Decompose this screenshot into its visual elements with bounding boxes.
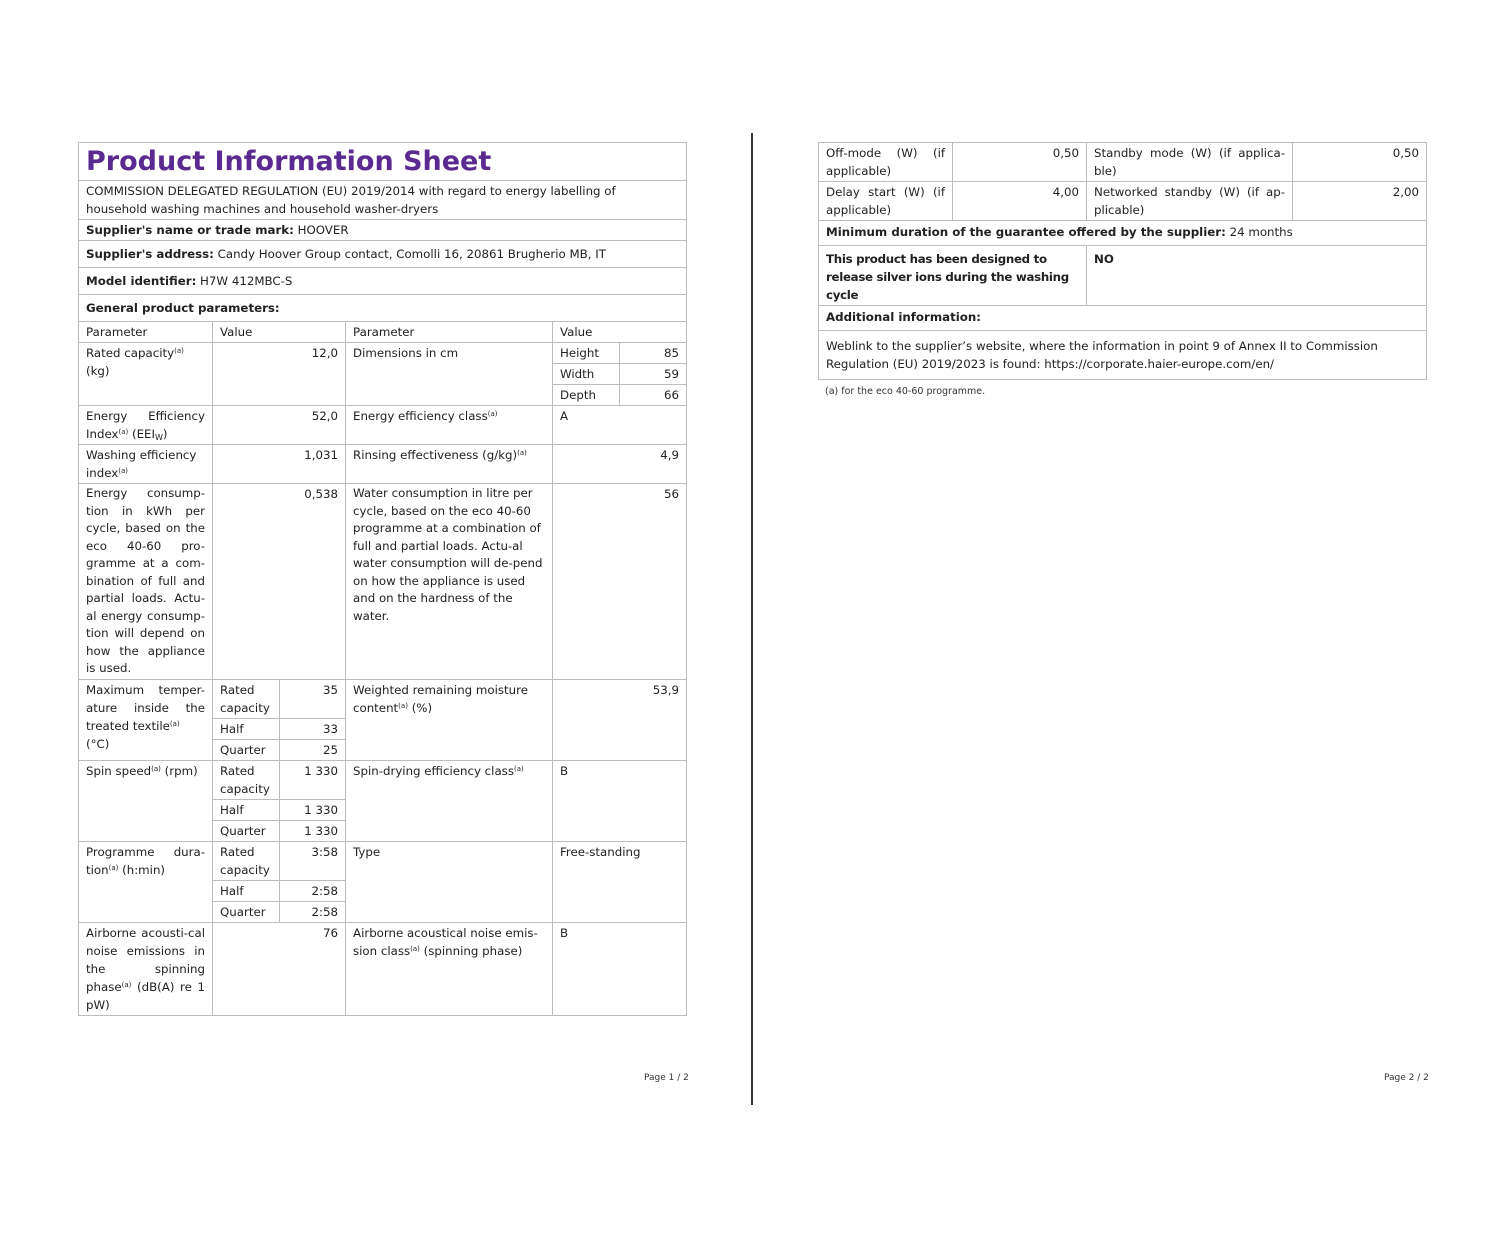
guarantee-value: 24 months	[1229, 225, 1293, 239]
delay-start-label: Delay start (W) (if applicable)	[819, 182, 953, 221]
dimensions-label: Dimensions in cm	[346, 343, 553, 406]
off-mode-value: 0,50	[953, 143, 1087, 182]
water-cons-value: 56	[553, 484, 687, 680]
prog-half: 2:58	[280, 880, 346, 901]
networked-standby-value: 2,00	[1293, 182, 1427, 221]
rinsing-label: Rinsing effectiveness $(g/kg)^{(a)}$	[346, 445, 553, 484]
table-row	[819, 182, 1427, 221]
prog-half-label: Half	[213, 880, 280, 901]
page-2	[818, 142, 1426, 397]
max-temp-label: Maximum temper-ature inside the treated textile$^{(a)}$ (°C)	[79, 679, 213, 760]
general-params-label: General product parameters:	[79, 295, 687, 322]
noise-label: Airborne acousti-cal noise emissions in the spinning phase$^{(a)}$ (dB(A) re 1 pW)	[79, 922, 213, 1015]
standby-label: Standby mode (W) (if applica-ble)	[1087, 143, 1293, 182]
product-info-table-continued	[818, 142, 1427, 380]
height-label: Height	[553, 343, 620, 364]
width-value: 59	[620, 364, 687, 385]
table-row	[79, 343, 687, 364]
additional-info-label: Additional information:	[819, 306, 1427, 331]
spin-half: 1 330	[280, 799, 346, 820]
silver-value: NO	[1087, 246, 1427, 306]
product-info-table	[78, 142, 687, 1016]
model-identifier: H7W 412MBC-S	[200, 274, 293, 288]
prog-rated: 3:58	[280, 841, 346, 880]
table-row	[819, 331, 1427, 380]
spin-rated: 1 330	[280, 760, 346, 799]
rinsing-value: 4,9	[553, 445, 687, 484]
max-temp-half-label: Half	[213, 718, 280, 739]
type-value: Free-standing	[553, 841, 687, 922]
page-divider	[751, 133, 753, 1105]
moisture-value: 53,9	[553, 679, 687, 760]
delay-start-value: 4,00	[953, 182, 1087, 221]
table-row	[79, 760, 687, 799]
table-row	[79, 484, 687, 680]
table-row	[79, 445, 687, 484]
networked-standby-label: Networked standby (W) (if ap-plicable)	[1087, 182, 1293, 221]
table-row	[79, 841, 687, 880]
depth-label: Depth	[553, 385, 620, 406]
off-mode-label: Off-mode (W) (if applicable)	[819, 143, 953, 182]
max-temp-half: 33	[280, 718, 346, 739]
model-label: Model identifier:	[86, 274, 197, 288]
table-row	[79, 679, 687, 718]
moisture-label: Weighted remaining moisture content$^{(a)}$ (%)	[346, 679, 553, 760]
standby-value: 0,50	[1293, 143, 1427, 182]
spin-half-label: Half	[213, 799, 280, 820]
header-parameter: Parameter	[79, 322, 213, 343]
depth-value: 66	[620, 385, 687, 406]
page-title: Product Information Sheet	[79, 143, 687, 181]
table-row	[819, 306, 1427, 331]
type-label: Type	[346, 841, 553, 922]
page-number-1: Page 1 / 2	[644, 1073, 689, 1083]
washing-eff-label: Washing efficiency index$^{(a)}$	[79, 445, 213, 484]
table-row	[79, 406, 687, 445]
width-label: Width	[553, 364, 620, 385]
header-row	[79, 322, 687, 343]
spin-quarter-label: Quarter	[213, 820, 280, 841]
header-value: Value	[213, 322, 346, 343]
header-value-2: Value	[553, 322, 687, 343]
spin-speed-label: Spin speed$^{(a)}$ (rpm)	[79, 760, 213, 841]
energy-class-value: A	[553, 406, 687, 445]
rated-capacity-label: Rated capacity$^{(a)}$ (kg)	[79, 343, 213, 406]
prog-quarter: 2:58	[280, 901, 346, 922]
guarantee-label: Minimum duration of the guarantee offered by the supplier:	[826, 225, 1226, 239]
spin-quarter: 1 330	[280, 820, 346, 841]
table-row	[819, 143, 1427, 182]
supplier-address-label: Supplier's address:	[86, 247, 214, 261]
max-temp-quarter-label: Quarter	[213, 739, 280, 760]
prog-quarter-label: Quarter	[213, 901, 280, 922]
rated-capacity-value: 12,0	[213, 343, 346, 406]
energy-class-label: Energy efficiency class$^{(a)}$	[346, 406, 553, 445]
page-number-2: Page 2 / 2	[1384, 1073, 1429, 1083]
water-cons-label: Water consumption in litre per cycle, based on the eco 40-60 programme at a combination of full and partial loads. Actu-al water consumption will de-pend on how the appliance is used and on the hardness of the water.	[346, 484, 553, 680]
spin-class-label: Spin-drying efficiency class$^{(a)}$	[346, 760, 553, 841]
guarantee-row	[819, 221, 1427, 246]
weblink-text: Weblink to the supplier’s website, where the information in point 9 of Annex II to Commission Regulation (EU) 2019/2023 is found: https://corporate.haier-europe.com/en/	[819, 331, 1427, 380]
page-1	[78, 142, 686, 1016]
height-value: 85	[620, 343, 687, 364]
supplier-name-label: Supplier's name or trade mark:	[86, 223, 294, 237]
supplier-name-row	[79, 220, 687, 241]
eei-label: Energy Efficiency Index$^{(a)}$ $(EEI_W)$	[79, 406, 213, 445]
footnote: (a) for the eco 40-60 programme.	[825, 386, 986, 397]
prog-rated-label: Rated capacity	[213, 841, 280, 880]
supplier-address-row	[79, 241, 687, 268]
header-parameter-2: Parameter	[346, 322, 553, 343]
supplier-name: HOOVER	[297, 223, 349, 237]
max-temp-quarter: 25	[280, 739, 346, 760]
energy-cons-label: Energy consump-tion in kWh per cycle, based on the eco 40-60 pro-gramme at a com-bination of full and partial loads. Actu-al energy consump-tion will depend on how the appliance is used.	[79, 484, 213, 680]
table-row	[819, 246, 1427, 306]
eei-value: 52,0	[213, 406, 346, 445]
spin-rated-label: Rated capacity	[213, 760, 280, 799]
washing-eff-value: 1,031	[213, 445, 346, 484]
noise-class-label: Airborne acoustical noise emis-sion class$^{(a)}$ (spinning phase)	[346, 922, 553, 1015]
noise-value: 76	[213, 922, 346, 1015]
noise-class-value: B	[553, 922, 687, 1015]
table-row	[79, 922, 687, 1015]
supplier-address: Candy Hoover Group contact, Comolli 16, 20861 Brugherio MB, IT	[217, 247, 606, 261]
prog-duration-label: Programme dura-tion$^{(a)}$ (h:min)	[79, 841, 213, 922]
max-temp-rated-label: Rated capacity	[213, 679, 280, 718]
silver-label: This product has been designed to release silver ions during the washing cycle	[819, 246, 1087, 306]
max-temp-rated: 35	[280, 679, 346, 718]
spin-class-value: B	[553, 760, 687, 841]
energy-cons-value: 0,538	[213, 484, 346, 680]
regulation-text: COMMISSION DELEGATED REGULATION (EU) 2019/2014 with regard to energy labelling of household washing machines and household washer-dryers	[79, 181, 687, 220]
table-row	[819, 221, 1427, 246]
model-row	[79, 268, 687, 295]
